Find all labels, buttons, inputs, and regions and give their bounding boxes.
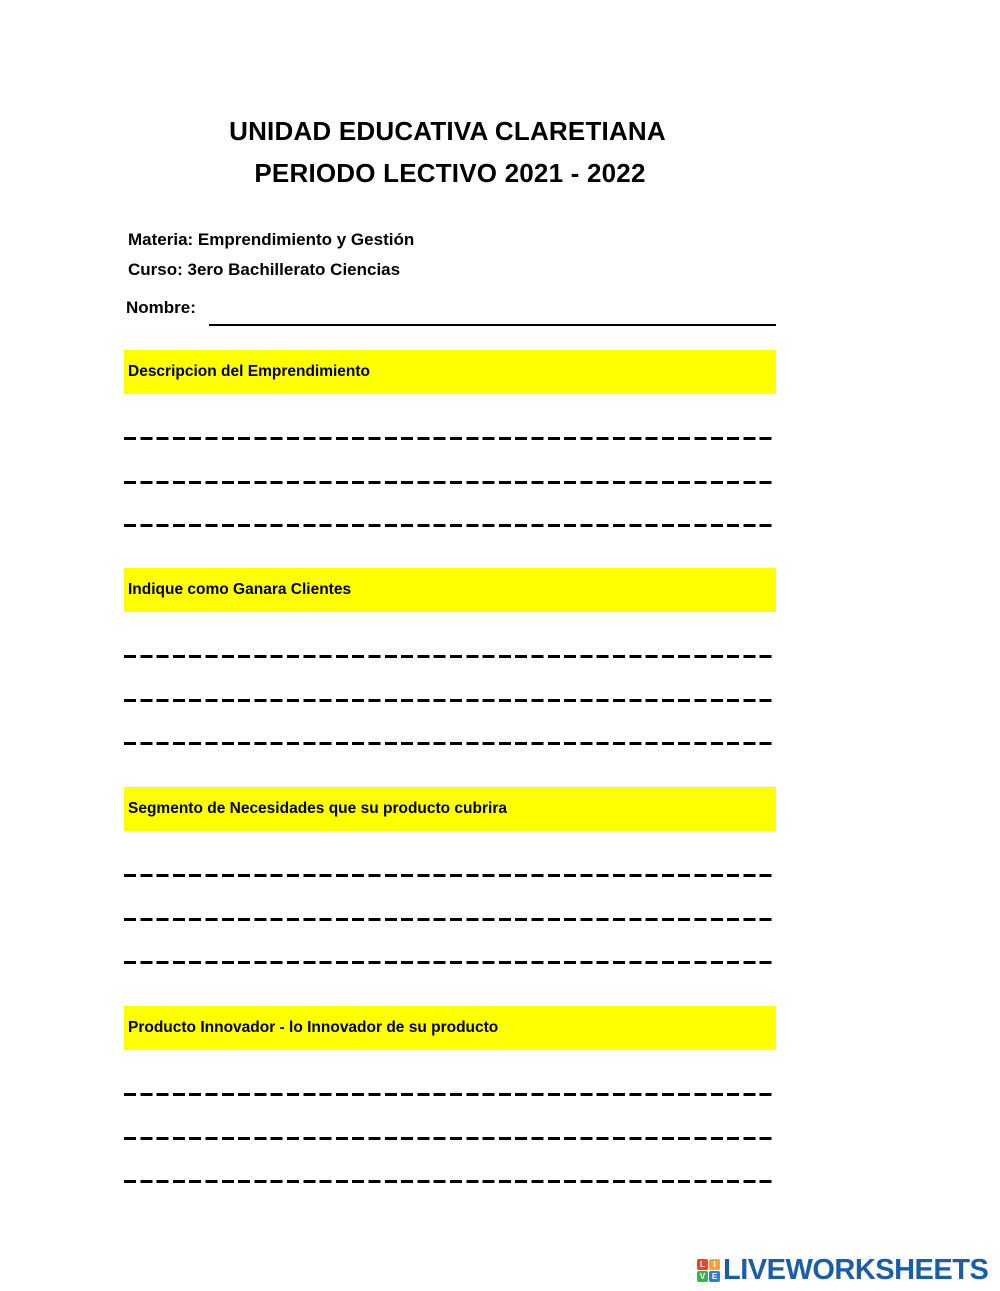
section-needs bbox=[124, 787, 776, 831]
answer-line[interactable] bbox=[124, 437, 776, 440]
document-subtitle: PERIODO LECTIVO 2021 - 2022 bbox=[254, 158, 646, 188]
answer-line[interactable] bbox=[124, 742, 776, 745]
answer-line[interactable] bbox=[124, 1180, 776, 1183]
section-description bbox=[124, 350, 776, 394]
answer-line[interactable] bbox=[124, 481, 776, 484]
document-title: UNIDAD EDUCATIVA CLARETIANA bbox=[229, 116, 666, 146]
section-heading: Indique como Ganara Clientes bbox=[124, 568, 776, 612]
logo-text: LIVEWORKSHEETS bbox=[723, 1253, 989, 1286]
answer-line[interactable] bbox=[124, 918, 776, 921]
section-clients bbox=[124, 568, 776, 612]
section-heading: Segmento de Necesidades que su producto cubrira bbox=[124, 787, 776, 831]
logo-mark-icon: L I V E bbox=[697, 1259, 720, 1282]
section-innovation bbox=[124, 1006, 776, 1050]
answer-line[interactable] bbox=[124, 874, 776, 877]
section-heading: Descripcion del Emprendimiento bbox=[124, 350, 776, 394]
answer-line[interactable] bbox=[124, 655, 776, 658]
answer-line[interactable] bbox=[124, 524, 776, 527]
course-label: Curso: 3ero Bachillerato Ciencias bbox=[128, 260, 401, 279]
answer-line[interactable] bbox=[124, 1137, 776, 1140]
answer-line[interactable] bbox=[124, 1093, 776, 1096]
liveworksheets-logo bbox=[697, 1254, 988, 1286]
name-label: Nombre: bbox=[126, 298, 196, 317]
subject-label: Materia: Emprendimiento y Gestión bbox=[128, 230, 415, 249]
answer-line[interactable] bbox=[124, 699, 776, 702]
answer-line[interactable] bbox=[124, 961, 776, 964]
section-heading: Producto Innovador - lo Innovador de su producto bbox=[124, 1006, 776, 1050]
name-input-line[interactable] bbox=[209, 324, 776, 326]
